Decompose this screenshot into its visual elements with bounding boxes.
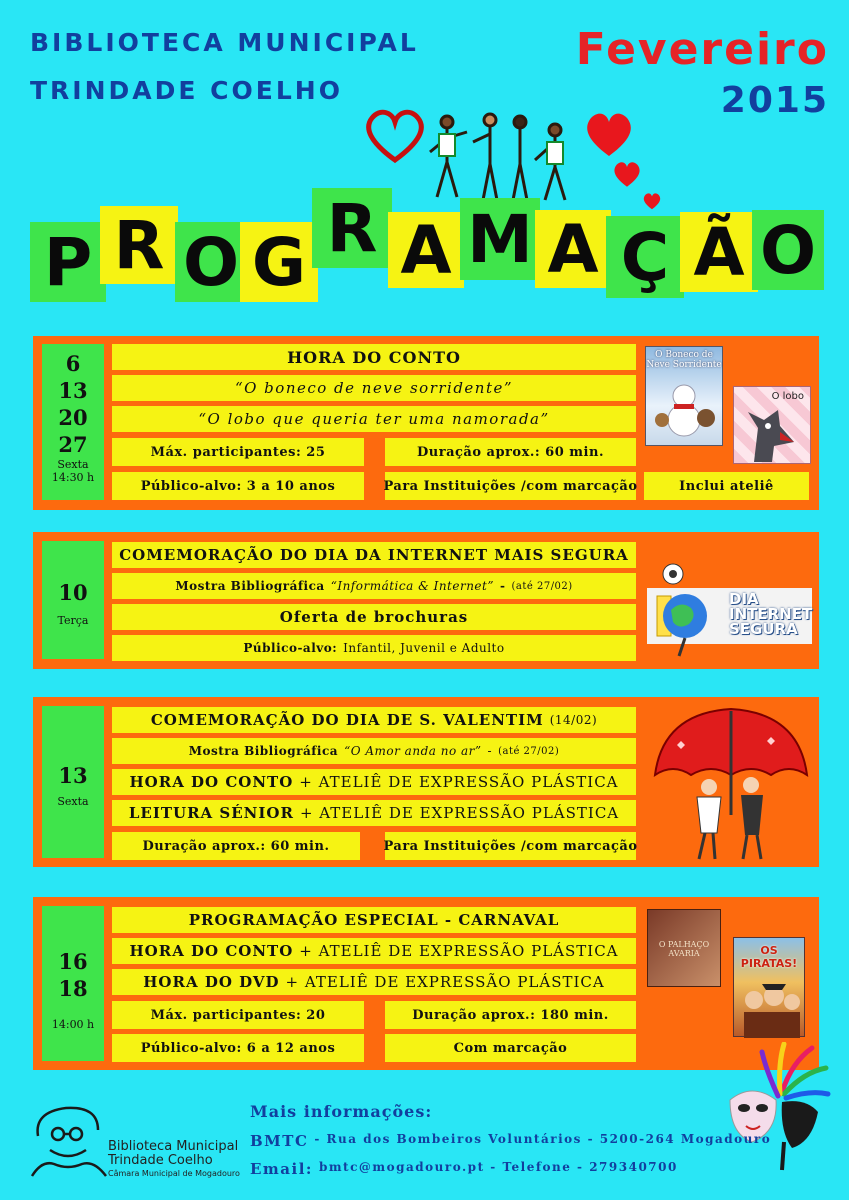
story-title: “O boneco de neve sorridente” xyxy=(112,375,636,401)
carnival-mask-illustration xyxy=(722,1042,832,1172)
dvd-workshop-row xyxy=(112,969,636,995)
date: 13 xyxy=(58,378,88,403)
activity-name: HORA DO CONTO xyxy=(129,942,294,960)
section1-dates xyxy=(42,344,104,500)
activity-extra: + ATELIÊ DE EXPRESSÃO PLÁSTICA xyxy=(299,804,620,822)
show-until: (até 27/02) xyxy=(511,580,573,592)
section4-dates xyxy=(42,906,104,1061)
show-title: “Informática & Internet” xyxy=(330,579,494,593)
section-internet-segura xyxy=(33,532,819,669)
show-label: Mostra Bibliográfica xyxy=(188,744,339,758)
date: 10 xyxy=(58,580,88,605)
section-hora-do-conto xyxy=(33,336,819,510)
red-heart-icon xyxy=(642,192,662,210)
activity-name: LEITURA SÉNIOR xyxy=(128,804,294,822)
activity-extra: + ATELIÊ DE EXPRESSÃO PLÁSTICA xyxy=(299,773,619,791)
senior-reading-row xyxy=(112,800,636,826)
section3-date xyxy=(42,706,104,858)
date: 27 xyxy=(58,432,88,457)
address-text: - Rua dos Bombeiros Voluntários - 5200-264 Mogadouro xyxy=(314,1132,772,1146)
book-title: O Boneco de Neve Sorridente xyxy=(646,350,722,370)
section4-title: PROGRAMAÇÃO ESPECIAL - CARNAVAL xyxy=(112,907,636,933)
date: 18 xyxy=(58,976,88,1001)
time: 14:30 h xyxy=(51,471,95,484)
program-letter: G xyxy=(240,222,318,302)
book-cover-wolf xyxy=(733,386,811,464)
activity-extra: + ATELIÊ DE EXPRESSÃO PLÁSTICA xyxy=(285,973,605,991)
program-letter: A xyxy=(388,212,464,288)
section-carnaval xyxy=(33,897,819,1070)
logo-text: SEGURA xyxy=(729,620,798,638)
target-audience: Público-alvo: 3 a 10 anos xyxy=(112,472,364,500)
email-line xyxy=(250,1160,678,1178)
includes-workshop: Inclui ateliê xyxy=(644,472,809,500)
email-label: Email: xyxy=(250,1160,313,1178)
date: 16 xyxy=(58,949,88,974)
weekday: Sexta xyxy=(57,458,89,471)
target-audience xyxy=(112,635,636,661)
duration: Duração aprox.: 60 min. xyxy=(385,438,636,466)
more-info-heading: Mais informações: xyxy=(250,1102,433,1121)
section-sao-valentim xyxy=(33,697,819,867)
address-line xyxy=(250,1132,771,1150)
duration: Duração aprox.: 60 min. xyxy=(112,832,360,860)
audience-label: Público-alvo: xyxy=(243,641,338,655)
dvd-title: OS PIRATAS! xyxy=(740,944,798,970)
max-participants: Máx. participantes: 20 xyxy=(112,1001,364,1029)
program-letter: R xyxy=(312,188,392,268)
logo-line: Biblioteca Municipal xyxy=(108,1139,239,1154)
red-heart-icon xyxy=(612,160,642,188)
story-title: “O lobo que queria ter uma namorada” xyxy=(112,406,636,432)
safer-internet-text xyxy=(729,592,812,637)
show-label: Mostra Bibliográfica xyxy=(175,579,325,593)
program-letter: Ç xyxy=(606,216,684,298)
snowman-icon xyxy=(646,370,724,440)
book-cover-snowman xyxy=(645,346,723,446)
time: 14:00 h xyxy=(51,1018,95,1031)
program-letter: A xyxy=(535,210,611,288)
logo-text: INTERNET xyxy=(729,605,813,623)
address-label: BMTC xyxy=(250,1132,309,1150)
logo-line: Câmara Municipal de Mogadouro xyxy=(108,1169,240,1178)
globe-mascot-icon xyxy=(651,560,721,658)
section2-date xyxy=(42,541,104,659)
program-letter: O xyxy=(175,222,247,302)
dancers-illustration xyxy=(425,112,575,204)
target-audience: Público-alvo: 6 a 12 anos xyxy=(112,1034,364,1062)
section3-title xyxy=(112,707,636,733)
activity-name: HORA DO DVD xyxy=(143,973,280,991)
booking: Com marcação xyxy=(385,1034,636,1062)
dvd-cover-pirates xyxy=(733,937,805,1037)
date: 20 xyxy=(58,405,88,430)
program-letter: R xyxy=(100,206,178,284)
email-text: bmtc@mogadouro.pt - Telefone - 279340700 xyxy=(318,1160,678,1174)
audience-value: Infantil, Juvenil e Adulto xyxy=(343,641,505,655)
date: 13 xyxy=(58,763,88,788)
weekday: Terça xyxy=(57,614,89,627)
weekday: Sexta xyxy=(57,795,89,808)
show-dash: - xyxy=(500,579,506,593)
logo-text: DIA xyxy=(729,590,759,608)
section2-title: COMEMORAÇÃO DO DIA DA INTERNET MAIS SEGURA xyxy=(112,542,636,568)
show-until: (até 27/02) xyxy=(498,745,560,757)
wolf-icon xyxy=(734,402,812,464)
bibliographic-show xyxy=(112,573,636,599)
date: 6 xyxy=(65,351,81,376)
story-workshop-row xyxy=(112,769,636,795)
max-participants: Máx. participantes: 25 xyxy=(112,438,364,466)
activity-extra: + ATELIÊ DE EXPRESSÃO PLÁSTICA xyxy=(299,942,619,960)
program-letter: Ã xyxy=(680,212,758,292)
program-letter: O xyxy=(752,210,824,290)
library-name-line1: BIBLIOTECA MUNICIPAL xyxy=(30,28,419,57)
section1-title: HORA DO CONTO xyxy=(112,344,636,370)
year-title: 2015 xyxy=(720,80,829,121)
bibliographic-show xyxy=(112,738,636,764)
library-logo-icon xyxy=(28,1100,110,1180)
title-text: COMEMORAÇÃO DO DIA DE S. VALENTIM xyxy=(150,711,544,729)
brochure-offer: Oferta de brochuras xyxy=(112,604,636,630)
program-letter: M xyxy=(460,198,540,280)
show-title: “O Amor anda no ar” xyxy=(344,744,482,758)
duration: Duração aprox.: 180 min. xyxy=(385,1001,636,1029)
library-logo-text xyxy=(108,1140,240,1179)
institutions-booking: Para Instituições /com marcação xyxy=(385,832,636,860)
program-letter: P xyxy=(30,222,106,302)
book-cover-clown xyxy=(647,909,721,987)
logo-line: Trindade Coelho xyxy=(108,1153,213,1168)
show-dash: - xyxy=(487,744,493,758)
red-heart-icon xyxy=(583,110,635,158)
activity-name: HORA DO CONTO xyxy=(129,773,294,791)
institutions-booking: Para Instituições /com marcação xyxy=(385,472,636,500)
story-workshop-row xyxy=(112,938,636,964)
month-title: Fevereiro xyxy=(575,24,829,75)
library-name-line2: TRINDADE COELHO xyxy=(30,76,343,105)
book-title: O PALHAÇO AVARIA xyxy=(658,940,710,958)
heart-outline-icon xyxy=(360,100,430,170)
title-date: (14/02) xyxy=(549,713,598,727)
pirates-icon xyxy=(734,970,806,1046)
umbrella-couple-illustration xyxy=(647,705,813,863)
book-title: O lobo xyxy=(771,391,804,402)
